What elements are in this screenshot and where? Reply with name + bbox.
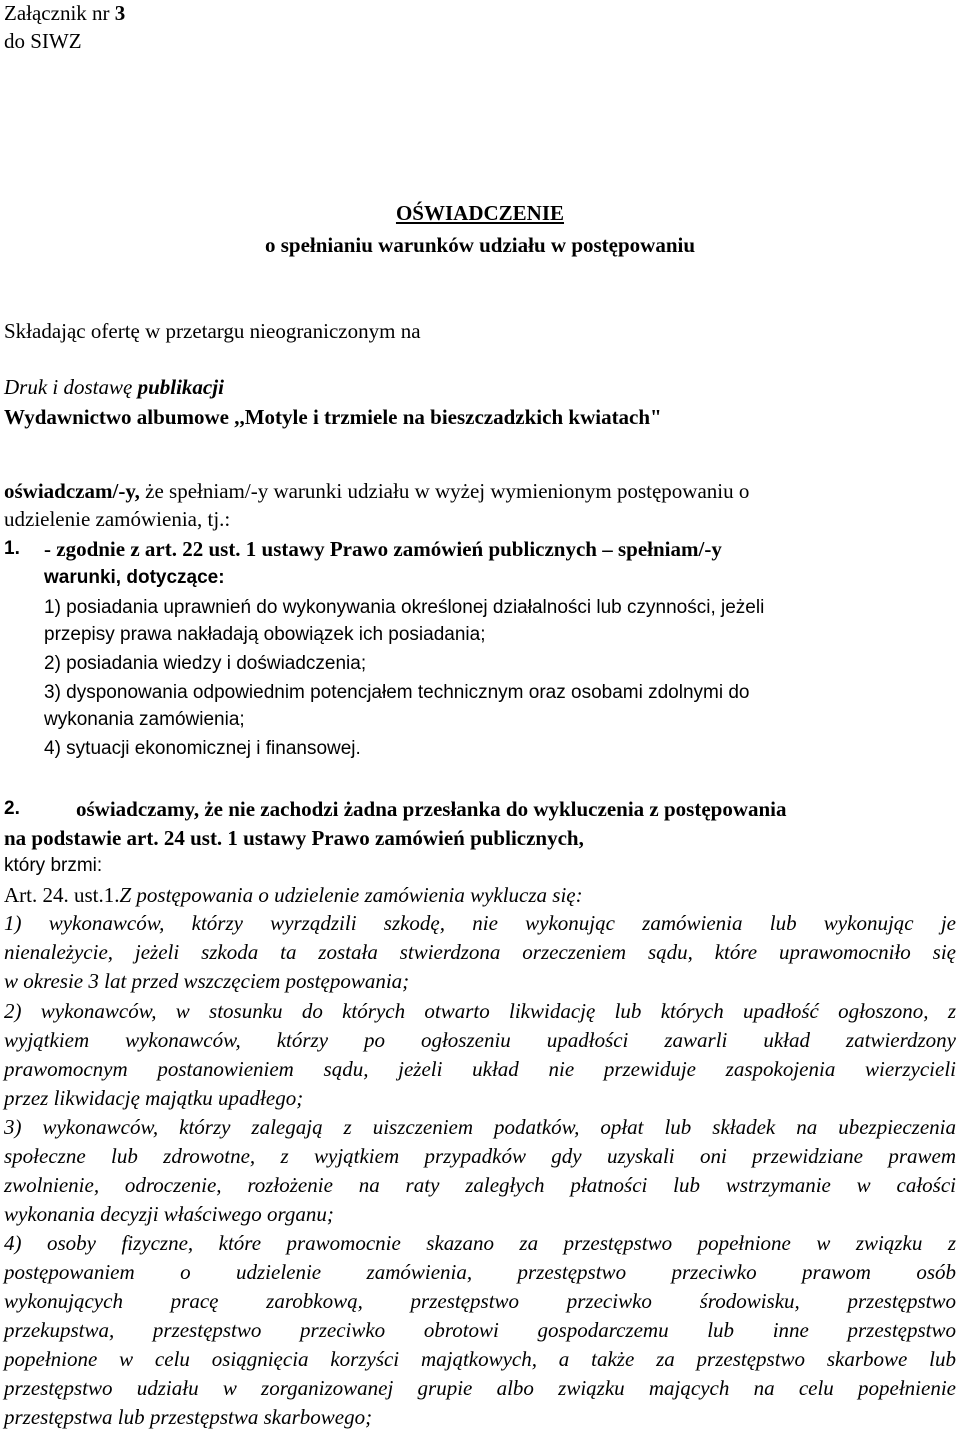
article-line: społeczne lub zdrowotne, z wyjątkiem przypadków gdy uzyskali oni przewidziane prawem <box>4 1144 956 1168</box>
article-reference: Art. 24. ust.1. <box>4 883 120 907</box>
article-line: prawomocnym postanowieniem sądu, jeżeli układ nie przewiduje zaspokojenia wierzycieli <box>4 1057 956 1081</box>
point-2-number: 2. <box>4 798 20 819</box>
attachment-label <box>4 0 125 26</box>
article-line: przestępstwo udziału w zorganizowanej grupie albo związku mających na celu popełnienie <box>4 1376 956 1400</box>
point-1-heading: - zgodnie z art. 22 ust. 1 ustawy Prawo zamówień publicznych – spełniam/-y <box>44 537 722 561</box>
declaration-line <box>4 478 749 504</box>
point-2-heading-2: na podstawie art. 24 ust. 1 ustawy Prawo zamówień publicznych, <box>4 826 584 850</box>
point-1-heading-2: warunki, dotyczące: <box>44 567 225 588</box>
condition-item: 1) posiadania uprawnień do wykonywania określonej działalności lub czynności, jeżeli <box>44 597 765 618</box>
intro-line: Składając ofertę w przetargu nieograniczonym na <box>4 319 421 343</box>
subject-line <box>4 374 224 400</box>
article-line: 3) wykonawców, którzy zalegają z uiszczeniem podatków, opłat lub składek na ubezpieczenia <box>4 1115 956 1139</box>
article-line: wykonania decyzji właściwego organu; <box>4 1202 334 1226</box>
article-line: 1) wykonawców, którzy wyrządzili szkodę, nie wykonując zamówienia lub wykonując je <box>4 911 956 935</box>
article-line: postępowaniem o udzielenie zamówienia, przestępstwo przeciwko prawom osób <box>4 1260 956 1284</box>
condition-item: przepisy prawa nakładają obowiązek ich posiadania; <box>44 624 486 645</box>
article-line: w okresie 3 lat przed wszczęciem postępowania; <box>4 969 410 993</box>
attachment-text: Załącznik nr <box>4 1 115 25</box>
subject-text: Druk i dostawę <box>4 375 138 399</box>
condition-item: wykonania zamówienia; <box>44 709 245 730</box>
article-line: popełnione w celu osiągnięcia korzyści majątkowych, a także za przestępstwo skarbowe lub <box>4 1347 956 1371</box>
subject-title: Wydawnictwo albumowe ,,Motyle i trzmiele na bieszczadzkich kwiatach" <box>4 405 662 429</box>
article-line: 4) osoby fizyczne, które prawomocnie skazano za przestępstwo popełnione w związku z <box>4 1231 956 1255</box>
article-lead: Z postępowania o udzielenie zamówienia wyklucza się: <box>119 883 583 907</box>
declaration-lead: oświadczam/-y, <box>4 479 140 503</box>
article-line: wykonujących pracę zarobkową, przestępstwo przeciwko środowisku, przestępstwo <box>4 1289 956 1313</box>
article-line: przestępstwa lub przestępstwa skarbowego; <box>4 1405 373 1429</box>
declaration-text: że spełniam/-y warunki udziału w wyżej wymienionym postępowaniu o <box>139 479 750 503</box>
document-title: OŚWIADCZENIE <box>395 201 565 225</box>
article-line: wyjątkiem wykonawców, którzy po ogłoszeniu upadłości zawarli układ zatwierdzony <box>4 1028 956 1052</box>
attachment-number: 3 <box>114 1 126 25</box>
point-2-heading: oświadczamy, że nie zachodzi żadna przesłanka do wykluczenia z postępowania <box>76 797 787 821</box>
article-line: przez likwidację majątku upadłego; <box>4 1086 304 1110</box>
subject-publication: publikacji <box>137 375 224 399</box>
point-2-heading-3: który brzmi: <box>4 855 103 876</box>
point-1-number: 1. <box>4 538 20 559</box>
siwz-label: do SIWZ <box>4 29 82 53</box>
article-line: 2) wykonawców, w stosunku do których otwarto likwidację lub których upadłość ogłoszono, z <box>4 999 956 1023</box>
article-line: przekupstwa, przestępstwo przeciwko obrotowi gospodarczemu lub inne przestępstwo <box>4 1318 956 1342</box>
article-line: zwolnienie, odroczenie, rozłożenie na raty zaległych płatności lub wstrzymanie w całości <box>4 1173 956 1197</box>
condition-item: 4) sytuacji ekonomicznej i finansowej. <box>44 738 361 759</box>
condition-item: 3) dysponowania odpowiednim potencjałem technicznym oraz osobami zdolnymi do <box>44 682 750 703</box>
condition-item: 2) posiadania wiedzy i doświadczenia; <box>44 653 367 674</box>
article-line: nienależycie, jeżeli szkoda ta została stwierdzona orzeczeniem sądu, które uprawomocniło się <box>4 940 956 964</box>
article-intro <box>4 882 583 908</box>
declaration-line-2: udzielenie zamówienia, tj.: <box>4 507 231 531</box>
document-subtitle: o spełnianiu warunków udziału w postępowaniu <box>264 233 696 257</box>
